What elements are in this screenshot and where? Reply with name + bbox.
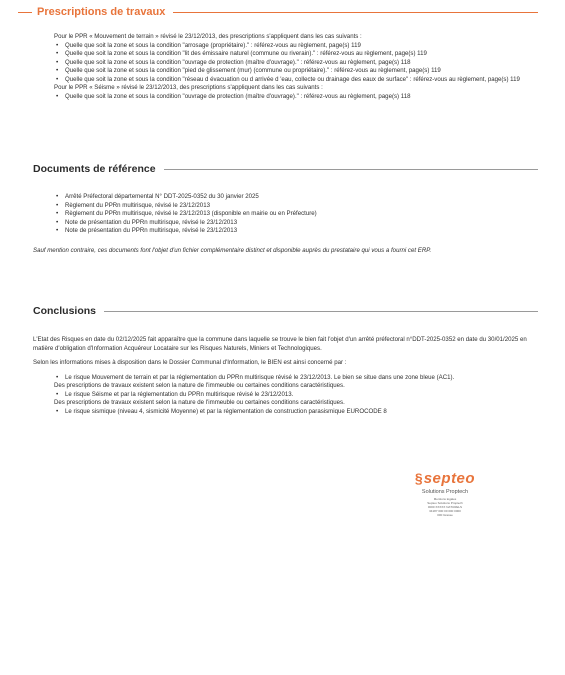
documents-note: Sauf mention contraire, ces documents font l'objet d'un fichier complémentaire distinct et disponible auprès du prestataire qui vous a fourni cet ERP.: [33, 247, 432, 254]
list-item: • Le risque Mouvement de terrain et par la réglementation du PPRn multirisque révisé le 23/12/2013. Le bien se situe dans une zone bleue (AC1).: [54, 374, 531, 383]
prescriptions-title: Prescriptions de travaux: [37, 6, 166, 18]
prescriptions-body: [54, 33, 532, 101]
conclusions-list-2: [54, 391, 531, 400]
list-item: • Règlement du PPRn multirisque, révisé le 23/12/2013: [54, 202, 532, 211]
list-item: • Note de présentation du PPRn multirisque, révisé le 23/12/2013: [54, 227, 532, 236]
conclusions-para1: L'Etat des Risques en date du 02/12/2025 fait apparaître que la commune dans laquelle se trouve le bien fait l'objet d'un arrêté préfectoral n°DDT-2025-0352 en date du 30/01/2025 en matière d'obligation d'Information Acquéreur Locataire sur les Risques Naturels, Miniers et Technologiques.: [33, 336, 527, 352]
list-item: • Quelle que soit la zone et sous la condition "pied de glissement (mur) (commune ou propriétaire)." : référez-vous au règlement, page(s) 119: [54, 67, 532, 76]
logo-fine-print: [395, 497, 495, 517]
documents-list: [54, 193, 532, 236]
conclusions-text2: Des prescriptions de travaux existent selon la nature de l'immeuble ou certaines conditions caractéristiques.: [54, 399, 345, 406]
conclusions-list-3: [54, 408, 531, 417]
header-dash: [18, 12, 32, 13]
list-item: • Arrêté Préfectoral départemental N° DDT-2025-0352 du 30 janvier 2025: [54, 193, 532, 202]
fine-print-line: Mentions légales: [433, 497, 457, 501]
list-item: • Quelle que soit la zone et sous la condition "réseau d évacuation ou d arrivée d 'eau, collecte ou drainage des eaux de surface" : référez-vous au règlement, page(s) 119: [54, 76, 532, 85]
conclusions-header: [0, 305, 565, 317]
conclusions-text1: Des prescriptions de travaux existent selon la nature de l'immeuble ou certaines conditions caractéristiques.: [54, 382, 345, 389]
list-item: • Le risque sismique (niveau 4, sismicité Moyenne) et par la réglementation de construction parasismique EUROCODE 8: [54, 408, 531, 417]
conclusions-para2: Selon les informations mises à disposition dans le Dossier Communal d'Information, le BIEN est ainsi concerné par :: [33, 359, 347, 366]
conclusions-list-1: [54, 374, 531, 383]
list-item: • Le risque Séisme et par la réglementation du PPRn multirisque révisé le 23/12/2013.: [54, 391, 531, 400]
list-item: • Quelle que soit la zone et sous la condition "lit des émissaire naturel (commune ou riverain)." : référez-vous au règlement, page(s) 119: [54, 50, 532, 59]
logo-subtitle: Solutions Proptech: [421, 489, 469, 495]
conclusions-title: Conclusions: [33, 305, 97, 317]
list-item: • Règlement du PPRn multirisque, révisé le 23/12/2013 (disponible en mairie ou en Préfecture): [54, 210, 532, 219]
documents-header: [0, 163, 565, 175]
septeo-logo: [395, 470, 495, 517]
prescriptions-intro-mvt: Pour le PPR « Mouvement de terrain » révisé le 23/12/2013, des prescriptions s'appliquent dans les cas suivants :: [54, 33, 362, 40]
fine-print-line: Septeo Solutions Proptech: [427, 501, 463, 505]
logo-name: septeo: [423, 470, 476, 487]
header-rule: [164, 169, 538, 170]
prescriptions-intro-seisme: Pour le PPR « Séisme » révisé le 23/12/2013, des prescriptions s'appliquent dans les cas suivants :: [54, 84, 323, 91]
header-rule: [104, 311, 538, 312]
list-item: • Note de présentation du PPRn multirisque, révisé le 23/12/2013: [54, 219, 532, 228]
list-item: • Quelle que soit la zone et sous la condition "ouvrage de protection (maître d'ouvrage)." : référez-vous au règlement, page(s) 118: [54, 93, 532, 102]
conclusions-body: [33, 336, 531, 416]
list-item: • Quelle que soit la zone et sous la condition "arrosage (propriétaire)." : référez-vous au règlement, page(s) 119: [54, 42, 532, 51]
fine-print-line: 0000 XXXXX NATURELS: [427, 505, 463, 509]
septeo-mark-icon: §: [414, 470, 423, 486]
fine-print-line: 000 Grasse: [437, 513, 453, 517]
documents-body: [54, 193, 532, 236]
documents-title: Documents de référence: [33, 163, 156, 175]
header-rule: [173, 12, 538, 13]
list-item: • Quelle que soit la zone et sous la condition "ouvrage de protection (maître d'ouvrage)." : référez-vous au règlement, page(s) 118: [54, 59, 532, 68]
prescriptions-header: [0, 6, 565, 18]
prescriptions-list-seisme: [54, 93, 532, 102]
prescriptions-list-mvt: [54, 42, 532, 85]
fine-print-line: 34187 000 00 000 0000: [429, 509, 461, 513]
